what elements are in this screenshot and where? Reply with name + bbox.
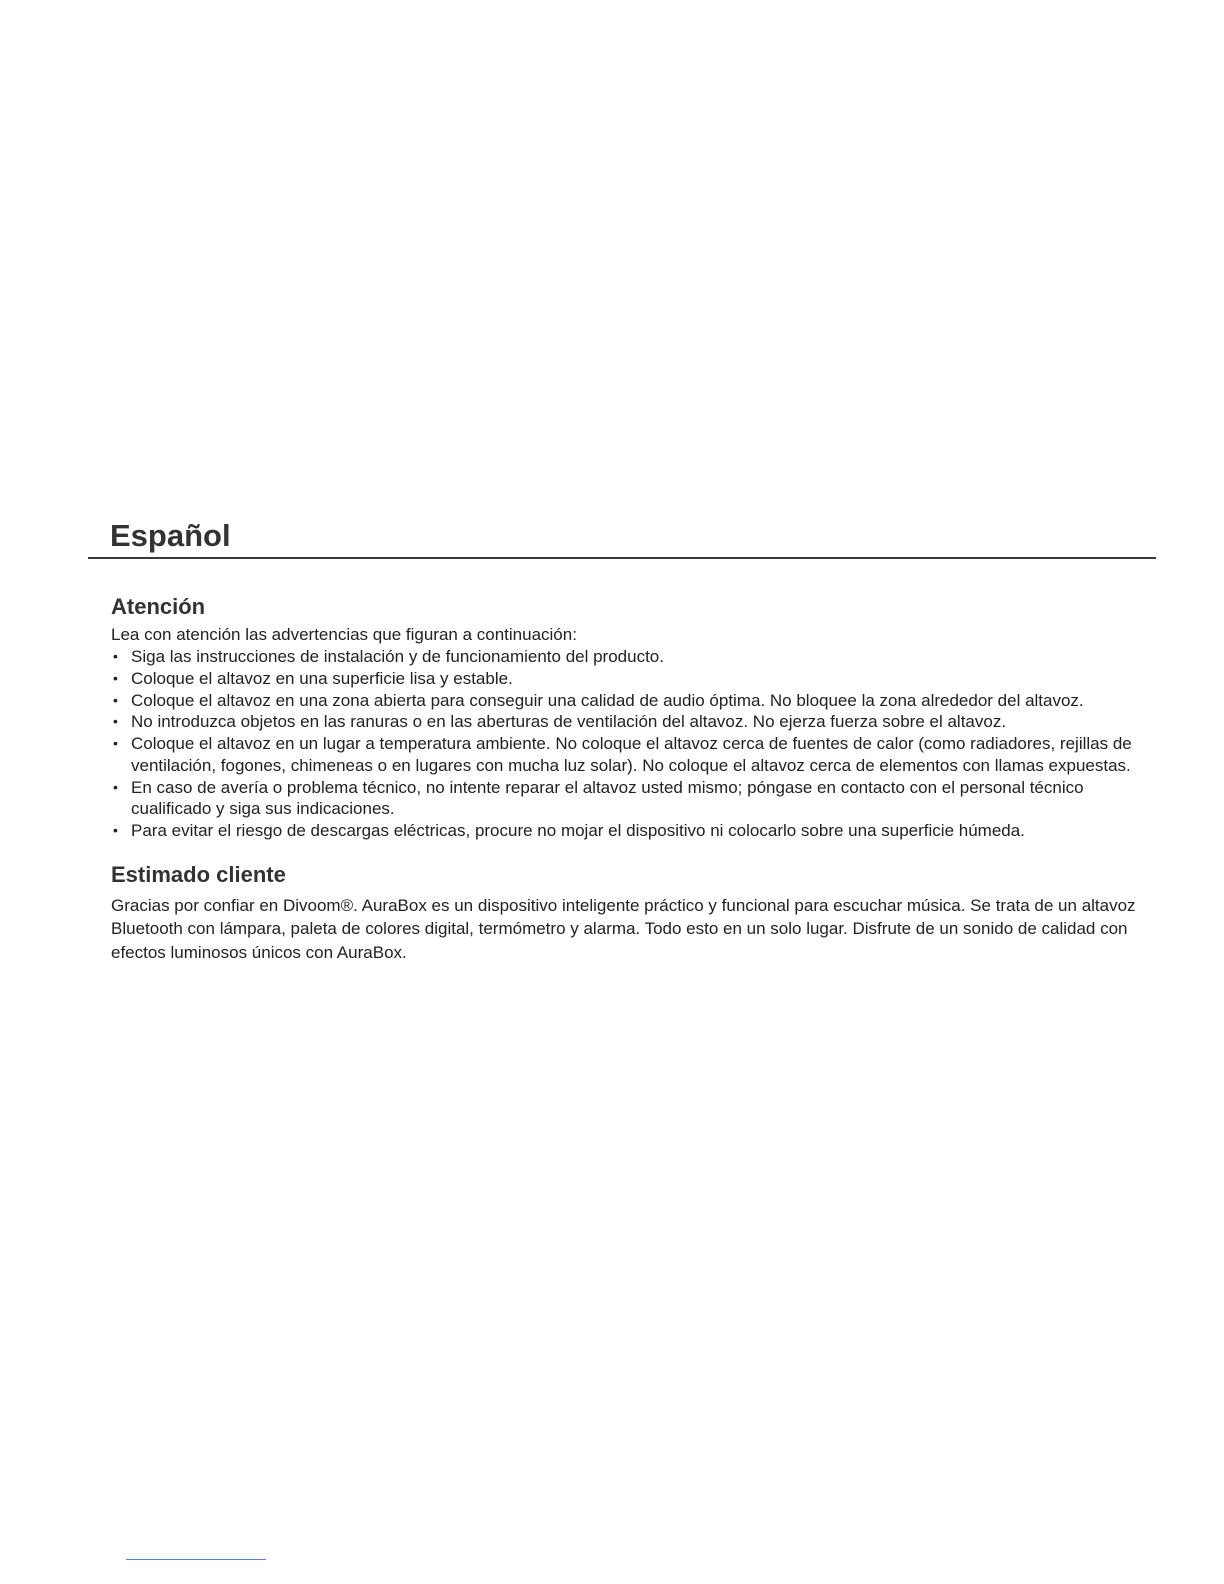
attention-intro: Lea con atención las advertencias que figuran a continuación: <box>111 625 577 644</box>
list-item-text: Coloque el altavoz en un lugar a temperatura ambiente. No coloque el altavoz cerca de fuentes de calor (como radiadores, rejillas de ventilación, fogones, chimeneas o en lugares con mucha luz solar). No coloque el altavoz cerca de elementos con llamas expuestas. <box>131 734 1132 775</box>
list-item-text: Siga las instrucciones de instalación y de funcionamiento del producto. <box>131 647 664 666</box>
list-item <box>111 820 1161 842</box>
customer-body: Gracias por confiar en Divoom®. AuraBox es un dispositivo inteligente práctico y funcional para escuchar música. Se trata de un altavoz Bluetooth con lámpara, paleta de colores digital, termómetro y alarma. Todo esto en un solo lugar. Disfrute de un sonido de calidad con efectos luminosos únicos con AuraBox. <box>111 895 1136 962</box>
list-item-text: Para evitar el riesgo de descargas eléctricas, procure no mojar el dispositivo ni colocarlo sobre una superficie húmeda. <box>131 821 1025 840</box>
list-item <box>111 733 1161 777</box>
list-item-text: En caso de avería o problema técnico, no intente reparar el altavoz usted mismo; póngase en contacto con el personal técnico cualificado y siga sus indicaciones. <box>131 777 1084 819</box>
bullet-icon: • <box>113 648 118 664</box>
list-item <box>111 777 1161 821</box>
list-item <box>111 646 1161 668</box>
customer-heading: Estimado cliente <box>111 861 286 887</box>
list-item-text: Coloque el altavoz en una zona abierta para conseguir una calidad de audio óptima. No bloquee la zona alrededor del altavoz. <box>131 690 1084 710</box>
title-divider <box>88 557 1156 559</box>
bullet-icon: • <box>113 822 118 838</box>
list-item-text: No introduzca objetos en las ranuras o en las aberturas de ventilación del altavoz. No ejerza fuerza sobre el altavoz. <box>131 712 1007 732</box>
content-area <box>111 592 1161 964</box>
list-item <box>111 668 1161 690</box>
list-item <box>111 690 1161 712</box>
page-title: Español <box>110 518 231 553</box>
bullet-icon: • <box>113 713 118 730</box>
list-item-text: Coloque el altavoz en una superficie lisa y estable. <box>131 668 513 688</box>
attention-heading: Atención <box>111 594 206 619</box>
warning-list <box>111 646 1161 842</box>
bullet-icon: • <box>113 778 118 795</box>
footer-divider <box>126 1559 266 1560</box>
bullet-icon: • <box>113 691 118 708</box>
bullet-icon: • <box>113 669 118 686</box>
list-item <box>111 711 1161 733</box>
bullet-icon: • <box>113 735 118 751</box>
